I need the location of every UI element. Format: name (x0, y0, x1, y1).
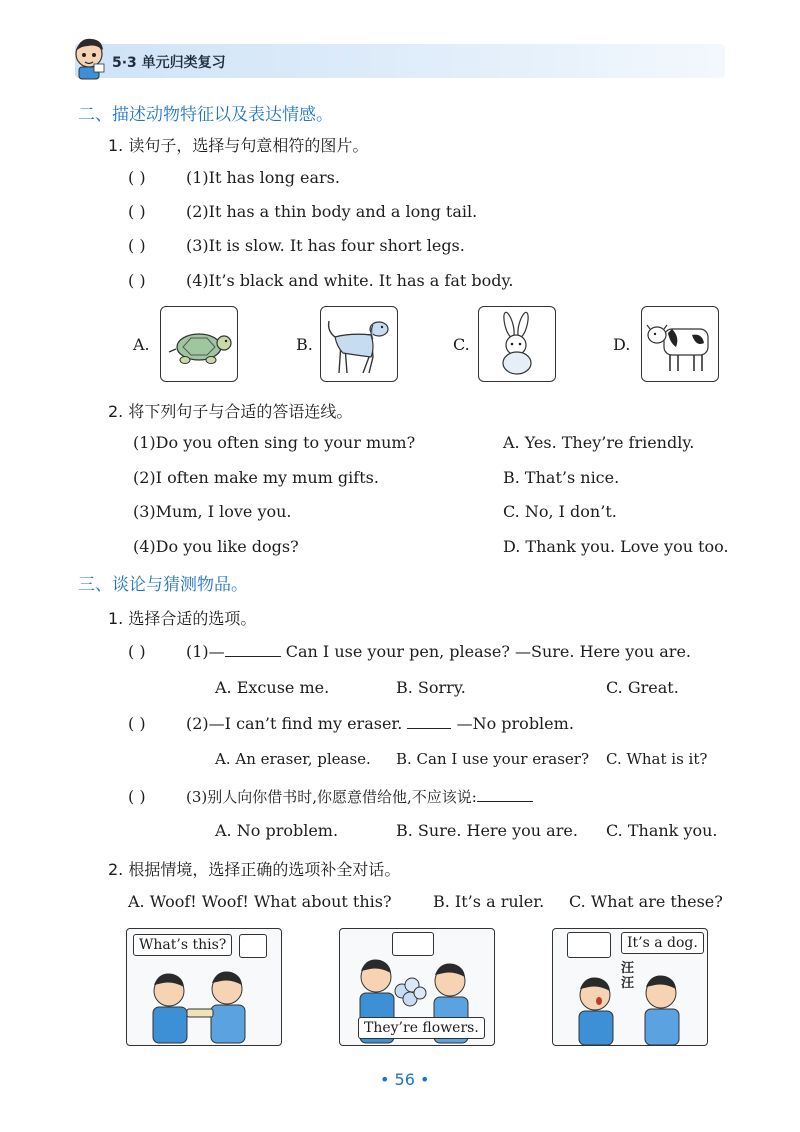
match-left-item[interactable]: (4)Do you like dogs? (133, 537, 299, 556)
header-title: 5·3 单元归类复习 (112, 55, 226, 71)
match-right-item[interactable]: B. That’s nice. (503, 468, 620, 487)
choice-option[interactable]: C. Great. (606, 678, 679, 697)
answer-paren[interactable]: ( ) (128, 714, 146, 733)
fill-blank[interactable] (407, 714, 451, 729)
question-text: —No problem. (451, 714, 574, 733)
section-title-3: 三、谈论与猜测物品。 (78, 575, 248, 595)
choice-option[interactable]: B. Sorry. (396, 678, 466, 697)
dialog-option[interactable]: C. What are these? (569, 892, 723, 911)
comic-panel-2 (339, 928, 495, 1046)
rabbit-icon[interactable] (478, 306, 556, 382)
bark-sound-text: 汪汪 (621, 961, 635, 991)
list-item (128, 271, 514, 290)
fill-blank[interactable] (477, 787, 533, 802)
choice-option[interactable]: C. Thank you. (606, 821, 718, 840)
speech-bubble: What’s this? (133, 934, 232, 956)
mascot-boy-icon (70, 34, 108, 80)
option-letter-b: B. (296, 335, 313, 354)
match-left-item[interactable]: (1)Do you often sing to your mum? (133, 433, 416, 452)
choice-option[interactable]: A. Excuse me. (215, 678, 330, 697)
list-item (128, 786, 533, 807)
dog-icon[interactable] (320, 306, 398, 382)
section-title-2: 二、描述动物特征以及表达情感。 (78, 105, 333, 125)
answer-paren[interactable]: ( ) (128, 787, 146, 806)
turtle-icon[interactable] (160, 306, 238, 382)
question-text: (2)—I can’t find my eraser. (186, 714, 408, 733)
empty-speech-bubble[interactable] (392, 932, 434, 956)
list-item (128, 642, 691, 661)
comic-panel-3 (552, 928, 708, 1046)
question-text: (3)别人向你借书时,你愿意借给他,不应该说: (186, 788, 477, 806)
choice-option[interactable]: A. No problem. (215, 821, 339, 840)
page-number: • 56 • (380, 1070, 430, 1089)
cow-icon[interactable] (641, 306, 719, 382)
question-title-3-1: 1. 选择合适的选项。 (108, 609, 257, 628)
choice-option[interactable]: A. An eraser, please. (215, 750, 371, 768)
comic-panel-1 (126, 928, 282, 1046)
question-text: (3)It is slow. It has four short legs. (186, 236, 465, 255)
answer-paren[interactable]: ( ) (128, 202, 146, 221)
match-left-item[interactable]: (2)I often make my mum gifts. (133, 468, 379, 487)
choice-option[interactable]: B. Sure. Here you are. (396, 821, 578, 840)
question-text: (1)— (186, 642, 225, 661)
list-item (128, 202, 477, 221)
option-letter-a: A. (133, 335, 150, 354)
dialog-option[interactable]: A. Woof! Woof! What about this? (128, 892, 392, 911)
dialog-option[interactable]: B. It’s a ruler. (433, 892, 545, 911)
question-title-2-1: 1. 读句子，选择与句意相符的图片。 (108, 136, 369, 155)
empty-speech-bubble[interactable] (567, 932, 611, 958)
choice-option[interactable]: C. What is it? (606, 750, 708, 768)
match-right-item[interactable]: C. No, I don’t. (503, 502, 617, 521)
answer-paren[interactable]: ( ) (128, 168, 146, 187)
list-item (128, 714, 574, 733)
question-title-3-2: 2. 根据情境，选择正确的选项补全对话。 (108, 860, 401, 879)
list-item (128, 168, 340, 187)
speech-bubble: It’s a dog. (621, 932, 704, 954)
empty-speech-bubble[interactable] (239, 934, 267, 958)
question-text: (2)It has a thin body and a long tail. (186, 202, 478, 221)
option-letter-d: D. (613, 335, 631, 354)
answer-paren[interactable]: ( ) (128, 271, 146, 290)
match-right-item[interactable]: A. Yes. They’re friendly. (503, 433, 695, 452)
option-letter-c: C. (453, 335, 470, 354)
question-text: (1)It has long ears. (186, 168, 340, 187)
fill-blank[interactable] (225, 642, 281, 657)
match-left-item[interactable]: (3)Mum, I love you. (133, 502, 292, 521)
answer-paren[interactable]: ( ) (128, 236, 146, 255)
answer-paren[interactable]: ( ) (128, 642, 146, 661)
question-text: Can I use your pen, please? —Sure. Here you are. (280, 642, 691, 661)
list-item (128, 236, 465, 255)
question-text: (4)It’s black and white. It has a fat body. (186, 271, 514, 290)
match-right-item[interactable]: D. Thank you. Love you too. (503, 537, 729, 556)
choice-option[interactable]: B. Can I use your eraser? (396, 750, 589, 768)
speech-bubble: They’re flowers. (358, 1017, 485, 1039)
question-title-2-2: 2. 将下列句子与合适的答语连线。 (108, 402, 353, 421)
